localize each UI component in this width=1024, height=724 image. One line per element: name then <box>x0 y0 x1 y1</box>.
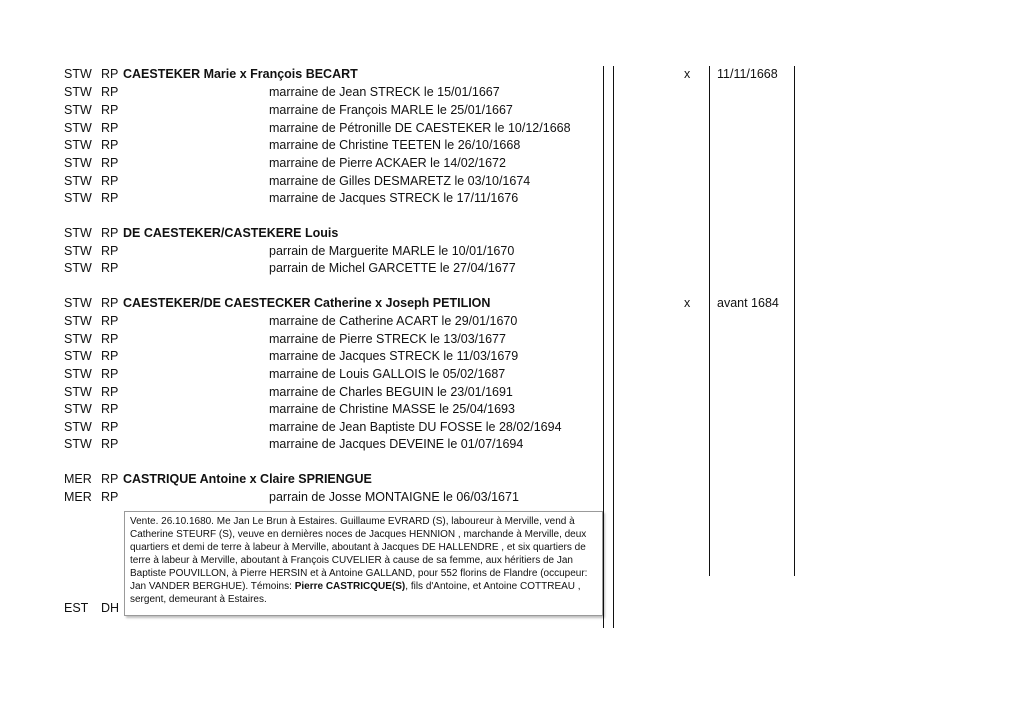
place-code: EST <box>64 601 89 615</box>
place-code: MER <box>64 490 92 504</box>
person-name: CAESTEKER Marie x François BECART <box>123 67 358 81</box>
entry-text: marraine de Pierre ACKAER le 14/02/1672 <box>269 156 506 170</box>
entry-text: marraine de Jacques DEVEINE le 01/07/1694 <box>269 437 524 451</box>
entry-text: marraine de Pétronille DE CAESTEKER le 10/12/1668 <box>269 121 571 135</box>
register-code: RP <box>101 437 119 451</box>
comment-note <box>124 511 603 616</box>
register-code: RP <box>101 296 119 310</box>
marriage-mark: x <box>684 296 691 310</box>
register-code: RP <box>101 490 119 504</box>
register-code: RP <box>101 244 119 258</box>
register-code: RP <box>101 314 119 328</box>
place-code: STW <box>64 420 92 434</box>
place-code: STW <box>64 138 92 152</box>
place-code: STW <box>64 296 92 310</box>
register-code: RP <box>101 385 119 399</box>
place-code: STW <box>64 332 92 346</box>
column-rule-4 <box>794 66 795 576</box>
register-code: RP <box>101 261 119 275</box>
register-code: RP <box>101 156 119 170</box>
note-text: Jan VANDER BERGHUE). Témoins: <box>130 581 295 592</box>
register-code: RP <box>101 402 119 416</box>
place-code: STW <box>64 226 92 240</box>
note-line: Baptiste POUVILLON, à Pierre HERSIN et à Antoine GALLAND, pour 552 florins de Flandre (occupeur: <box>130 568 588 579</box>
register-code: RP <box>101 138 119 152</box>
place-code: STW <box>64 385 92 399</box>
entry-text: marraine de Jacques STRECK le 11/03/1679 <box>269 349 519 363</box>
note-text: , fils d'Antoine, et Antoine COTTREAU , <box>405 581 581 592</box>
entry-text: parrain de Marguerite MARLE le 10/01/1670 <box>269 244 515 258</box>
place-code: STW <box>64 244 92 258</box>
entry-text: marraine de Jean STRECK le 15/01/1667 <box>269 85 500 99</box>
place-code: STW <box>64 191 92 205</box>
person-name: CAESTEKER/DE CAESTECKER Catherine x Joseph PETILION <box>123 296 491 310</box>
place-code: MER <box>64 472 92 486</box>
place-code: STW <box>64 402 92 416</box>
note-line: quartiers et demi de terre à labeur à Merville, aboutant à Jacques DE HALLENDRE , et six quartiers de <box>130 542 586 553</box>
entry-text: marraine de Jean Baptiste DU FOSSE le 28/02/1694 <box>269 420 562 434</box>
place-code: STW <box>64 174 92 188</box>
entry-text: marraine de Christine TEETEN le 26/10/1668 <box>269 138 521 152</box>
marriage-date: 11/11/1668 <box>717 67 778 81</box>
column-rule-1 <box>603 66 604 628</box>
register-code: RP <box>101 472 119 486</box>
column-rule-2 <box>613 66 614 628</box>
note-line: Vente. 26.10.1680. Me Jan Le Brun à Estaires. Guillaume EVRARD (S), laboureur à Merville, vend à <box>130 516 575 527</box>
entry-text: marraine de Louis GALLOIS le 05/02/1687 <box>269 367 506 381</box>
place-code: STW <box>64 437 92 451</box>
note-line: sergent, demeurant à Estaires. <box>130 594 267 605</box>
entry-text: marraine de Christine MASSE le 25/04/1693 <box>269 402 515 416</box>
note-witness: Pierre CASTRICQUE(S) <box>294 581 406 592</box>
entry-text: parrain de Michel GARCETTE le 27/04/1677 <box>269 261 516 275</box>
register-code: RP <box>101 367 119 381</box>
register-code: DH <box>101 601 120 615</box>
entry-text: marraine de François MARLE le 25/01/1667 <box>269 103 513 117</box>
entry-text: marraine de Charles BEGUIN le 23/01/1691 <box>269 385 513 399</box>
register-code: RP <box>101 349 119 363</box>
note-line <box>130 580 597 593</box>
register-code: RP <box>101 85 119 99</box>
place-code: STW <box>64 261 92 275</box>
register-code: RP <box>101 332 119 346</box>
entry-text: marraine de Catherine ACART le 29/01/1670 <box>269 314 518 328</box>
entry-text: marraine de Gilles DESMARETZ le 03/10/1674 <box>269 174 531 188</box>
place-code: STW <box>64 367 92 381</box>
register-code: RP <box>101 121 119 135</box>
register-code: RP <box>101 67 119 81</box>
register-code: RP <box>101 103 119 117</box>
marriage-date: avant 1684 <box>717 296 779 310</box>
marriage-mark: x <box>684 67 691 81</box>
entry-text: marraine de Jacques STRECK le 17/11/1676 <box>269 191 519 205</box>
entry-text: marraine de Pierre STRECK le 13/03/1677 <box>269 332 506 346</box>
note-line: Catherine STEURF (S), veuve en dernières noces de Jacques HENNION , marchande à Merville, deux <box>130 529 587 540</box>
place-code: STW <box>64 67 92 81</box>
column-rule-3 <box>709 66 710 576</box>
entry-text: parrain de Josse MONTAIGNE le 06/03/1671 <box>269 490 519 504</box>
place-code: STW <box>64 85 92 99</box>
person-name: DE CAESTEKER/CASTEKERE Louis <box>123 226 339 240</box>
place-code: STW <box>64 314 92 328</box>
place-code: STW <box>64 349 92 363</box>
place-code: STW <box>64 121 92 135</box>
place-code: STW <box>64 103 92 117</box>
register-code: RP <box>101 174 119 188</box>
register-code: RP <box>101 226 119 240</box>
place-code: STW <box>64 156 92 170</box>
note-line: terre à labeur à Merville, aboutant à François CUVELIER à cause de sa femme, aux héritiers de Jan <box>130 555 573 566</box>
person-name: CASTRIQUE Antoine x Claire SPRIENGUE <box>123 472 372 486</box>
register-code: RP <box>101 420 119 434</box>
register-code: RP <box>101 191 119 205</box>
